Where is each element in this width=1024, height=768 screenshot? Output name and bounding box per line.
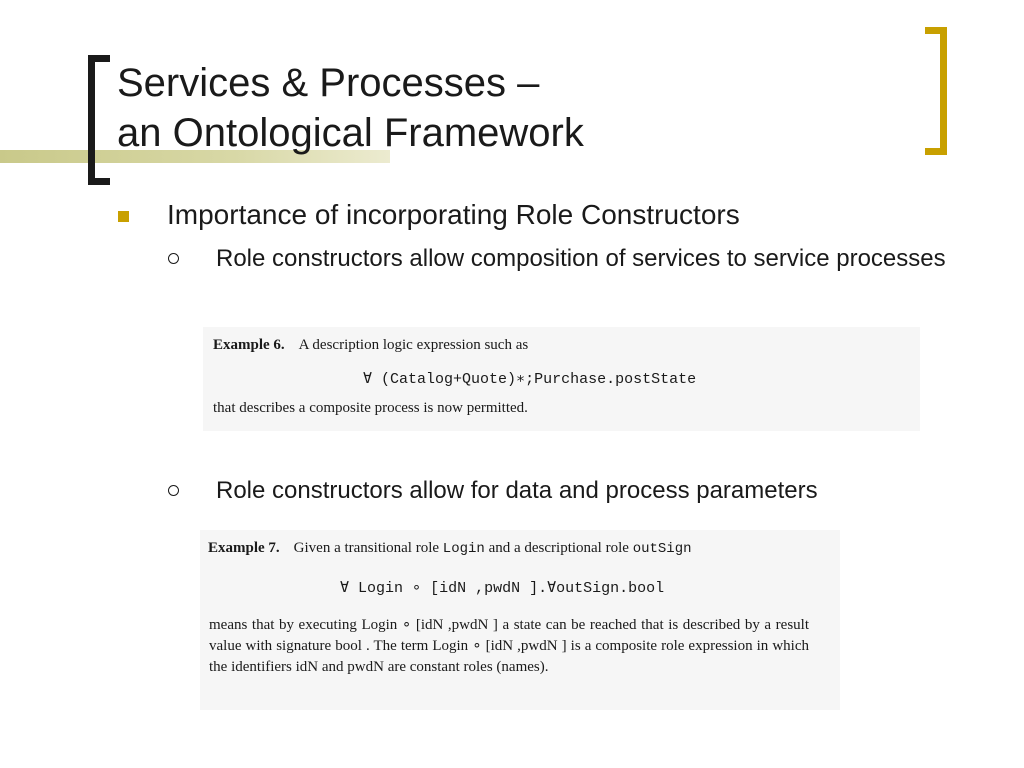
title-line-2: an Ontological Framework [117,111,584,155]
bullet-level1-text: Importance of incorporating Role Constructors [167,199,740,230]
example-7-image [200,530,840,710]
example-7-role2: outSign [632,541,692,557]
bullet-sub-2 [168,474,956,508]
right-bracket-decor [925,27,947,155]
left-bracket-decor [88,55,110,185]
example-6-image [203,327,920,431]
bullet-sub-1 [168,242,956,276]
slide-title [117,58,584,158]
example-7-intro-a: Given a transitional role [293,540,440,556]
title-line-1: Services & Processes – [117,61,540,105]
example-6-formula: ∀ (Catalog+Quote)∗;Purchase.postState [363,371,697,388]
bullet-sub-2-text: Role constructors allow for data and process parameters [216,477,818,504]
example-7-intro-line [208,540,692,557]
example-6-heading: Example 6. [213,337,285,353]
bullet-sub-1-text: Role constructors allow composition of services to service processes [216,245,946,272]
circle-bullet-icon [168,485,179,496]
example-7-paragraph: means that by executing Login ∘ [idN ,pwdN ] a state can be reached that is described by a result value with signature bool . The term Login ∘ [idN ,pwdN ] is a composite role expression in which the identifiers idN and pwdN are constant roles (names). [209,617,809,675]
example-7-formula: ∀ Login ∘ [idN ,pwdN ].∀outSign.bool [340,580,665,597]
example-6-intro: A description logic expression such as [298,337,529,353]
example-7-heading: Example 7. [208,540,280,556]
example-6-intro-line [213,337,528,354]
square-bullet-icon [118,211,129,222]
circle-bullet-icon [168,253,179,264]
example-7-intro-b: and a descriptional role [488,540,629,556]
example-6-conclusion: that describes a composite process is now permitted. [213,400,528,416]
bullet-level1 [118,197,740,233]
example-7-role1: Login [442,541,485,557]
